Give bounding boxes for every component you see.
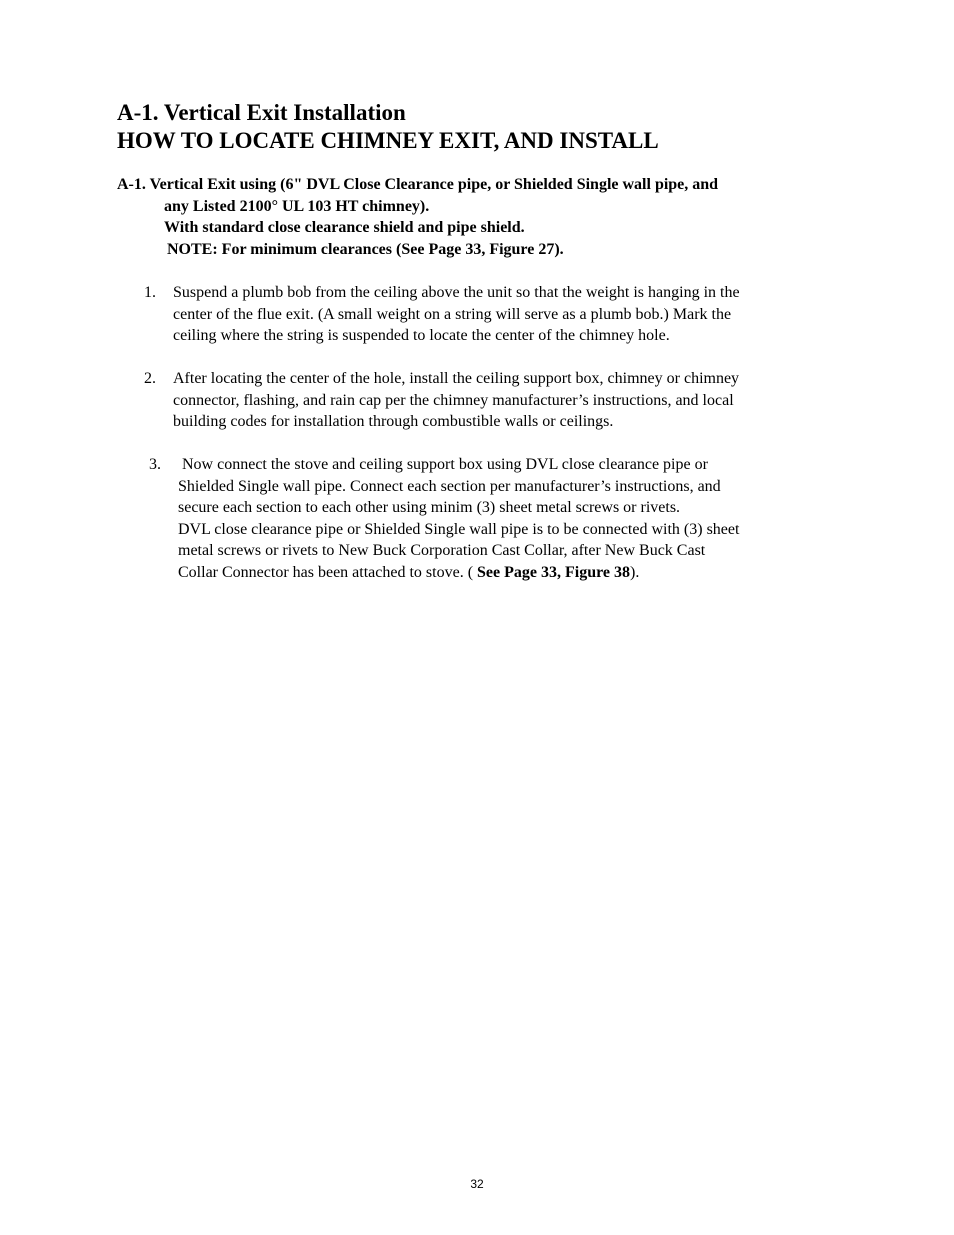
step-text — [178, 454, 739, 583]
section-title — [117, 99, 659, 155]
step-text — [173, 368, 739, 433]
step-last-prefix: Collar Connector has been attached to stove. ( — [178, 563, 478, 581]
step-last-suffix: ). — [630, 563, 640, 581]
step-line-last — [178, 562, 739, 584]
step-line: connector, flashing, and rain cap per the chimney manufacturer’s instructions, and local — [173, 391, 734, 409]
step-line: building codes for installation through combustible walls or ceilings. — [173, 413, 614, 430]
title-line-1: A-1. Vertical Exit Installation — [117, 100, 406, 125]
title-line-2: HOW TO LOCATE CHIMNEY EXIT, AND INSTALL — [117, 128, 659, 153]
step-number: 3. — [149, 456, 161, 473]
subsection-line-3: With standard close clearance shield and pipe shield. — [164, 219, 525, 236]
step-line: Suspend a plumb bob from the ceiling above the unit so that the weight is hanging in the — [173, 284, 740, 301]
step-line: Now connect the stove and ceiling support box using DVL close clearance pipe or — [182, 456, 708, 473]
page-number: 32 — [470, 1177, 484, 1191]
step-line: center of the flue exit. (A small weight on a string will serve as a plumb bob.) Mark the — [173, 305, 732, 323]
step-number: 1. — [144, 284, 156, 301]
figure-reference: See Page 33, Figure 38 — [477, 563, 631, 581]
step-line: Shielded Single wall pipe. Connect each section per manufacturer’s instructions, and — [178, 477, 721, 495]
step-line: metal screws or rivets to New Buck Corporation Cast Collar, after New Buck Cast — [178, 542, 706, 559]
step-line: secure each section to each other using minim (3) sheet metal screws or rivets. — [178, 499, 681, 516]
step-line: After locating the center of the hole, install the ceiling support box, chimney or chimney — [173, 370, 740, 387]
subsection-note: NOTE: For minimum clearances (See Page 33, Figure 27). — [167, 240, 564, 258]
subsection-line-2: any Listed 2100° UL 103 HT chimney). — [164, 197, 430, 215]
step-number: 2. — [144, 370, 156, 387]
step-line: DVL close clearance pipe or Shielded Single wall pipe is to be connected with (3) sheet — [178, 520, 740, 538]
step-text — [173, 282, 740, 347]
subsection-heading — [117, 174, 718, 260]
subsection-line-1: A-1. Vertical Exit using (6" DVL Close Clearance pipe, or Shielded Single wall pipe, and — [117, 176, 719, 193]
step-line: ceiling where the string is suspended to locate the center of the chimney hole. — [173, 327, 670, 344]
